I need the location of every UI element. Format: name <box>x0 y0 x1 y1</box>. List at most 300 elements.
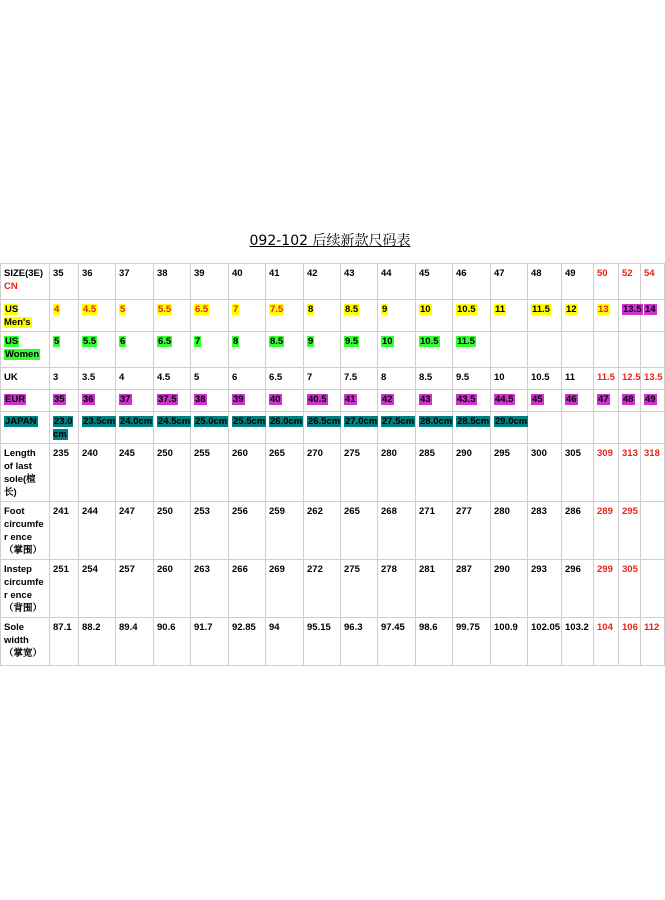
size-value: 259 <box>269 506 285 517</box>
size-value-cell <box>453 300 491 332</box>
size-value-cell <box>79 444 116 502</box>
size-value-cell <box>304 332 341 368</box>
size-value: 9.5 <box>345 336 359 347</box>
size-value-cell <box>453 332 491 368</box>
size-value: 250 <box>157 448 173 459</box>
size-value: 295 <box>494 448 510 459</box>
size-value-cell <box>378 300 416 332</box>
size-value-cell <box>619 368 641 390</box>
size-value: 87.1 <box>53 622 72 633</box>
size-value: 38 <box>157 268 168 279</box>
size-value-cell <box>154 444 191 502</box>
size-value: 278 <box>381 564 397 575</box>
size-value-cell <box>491 332 528 368</box>
size-value: 44 <box>381 268 392 279</box>
size-value: 6.5 <box>195 304 209 315</box>
size-value-cell <box>416 444 453 502</box>
size-value: 305 <box>622 564 638 575</box>
size-value-cell <box>229 300 266 332</box>
size-value: 88.2 <box>82 622 101 633</box>
size-value: 39 <box>233 394 244 405</box>
size-value-cell <box>528 444 562 502</box>
row-header-label: US <box>5 336 19 347</box>
size-value-cell <box>191 618 229 666</box>
size-value-cell <box>453 502 491 560</box>
size-value: 6 <box>232 372 238 383</box>
size-value-cell <box>491 560 528 618</box>
size-value: 7 <box>307 372 313 383</box>
size-value: 25.0cm <box>195 416 228 427</box>
size-value-cell <box>641 502 665 560</box>
size-value: 11.5 <box>532 304 550 315</box>
size-value: 240 <box>82 448 98 459</box>
size-value: 235 <box>53 448 69 459</box>
size-value: 27.0cm <box>345 416 378 427</box>
size-value-cell <box>416 332 453 368</box>
size-value-cell <box>191 264 229 300</box>
row-header-label: US Men's <box>4 304 31 328</box>
size-value-cell <box>562 412 594 444</box>
size-value-cell <box>619 332 641 368</box>
size-value: 47 <box>494 268 505 279</box>
size-value: 99.75 <box>456 622 480 633</box>
size-value: 40.5 <box>308 394 327 405</box>
size-value-cell <box>50 618 79 666</box>
size-value-cell <box>528 332 562 368</box>
size-value-cell <box>491 264 528 300</box>
size-value: 4 <box>119 372 125 383</box>
size-value: 281 <box>419 564 435 575</box>
size-value: 36 <box>82 268 93 279</box>
size-value-cell <box>304 264 341 300</box>
size-value: 45 <box>532 394 543 405</box>
size-value-cell <box>154 368 191 390</box>
size-value: 290 <box>494 564 510 575</box>
row-header-label: CN <box>4 281 18 292</box>
size-value-cell <box>416 300 453 332</box>
size-value: 251 <box>53 564 69 575</box>
size-value-cell <box>304 444 341 502</box>
size-value-cell <box>79 412 116 444</box>
size-value: 38 <box>195 394 206 405</box>
size-value: 4 <box>54 304 60 315</box>
size-value-cell <box>594 412 619 444</box>
size-value: 275 <box>344 448 360 459</box>
size-value-cell <box>116 300 154 332</box>
size-value-cell <box>50 390 79 412</box>
size-value: 23.0 cm <box>53 416 73 440</box>
size-value-cell <box>79 300 116 332</box>
size-value: 13.5 <box>644 372 663 383</box>
last-length-row <box>1 444 665 502</box>
size-value: 3 <box>53 372 59 383</box>
size-value-cell <box>619 300 641 332</box>
us-women-row <box>1 332 665 368</box>
size-value-cell <box>191 332 229 368</box>
size-value: 10 <box>382 336 393 347</box>
size-value-cell <box>641 332 665 368</box>
size-value-cell <box>453 560 491 618</box>
size-value-cell <box>378 368 416 390</box>
size-value: 41 <box>269 268 280 279</box>
size-value-cell <box>341 412 378 444</box>
size-value-cell <box>619 444 641 502</box>
size-value-cell <box>266 264 304 300</box>
size-value: 13 <box>598 304 609 315</box>
size-value-cell <box>191 502 229 560</box>
size-value-cell <box>191 444 229 502</box>
size-value: 253 <box>194 506 210 517</box>
us-men-row <box>1 300 665 332</box>
size-value: 280 <box>494 506 510 517</box>
size-value-cell <box>304 368 341 390</box>
size-value: 9.5 <box>456 372 470 383</box>
size-value: 90.6 <box>157 622 176 633</box>
size-value-cell <box>79 502 116 560</box>
size-value: 37.5 <box>158 394 177 405</box>
size-value: 277 <box>456 506 472 517</box>
size-value: 3.5 <box>82 372 96 383</box>
size-value: 94 <box>269 622 280 633</box>
size-value: 257 <box>119 564 135 575</box>
size-value-cell <box>453 264 491 300</box>
size-value-cell <box>491 502 528 560</box>
size-value-cell <box>116 412 154 444</box>
size-value-cell <box>619 412 641 444</box>
size-value: 42 <box>307 268 318 279</box>
row-header-cell <box>1 332 50 368</box>
size-value-cell <box>154 264 191 300</box>
size-value-cell <box>378 444 416 502</box>
size-value-cell <box>79 332 116 368</box>
size-value: 10.5 <box>420 336 439 347</box>
size-value-cell <box>416 412 453 444</box>
size-value-cell <box>641 444 665 502</box>
size-value: 37 <box>120 394 131 405</box>
size-value: 299 <box>597 564 613 575</box>
size-value-cell <box>79 368 116 390</box>
size-value-cell <box>79 618 116 666</box>
size-value: 11.5 <box>597 372 615 383</box>
size-value: 112 <box>644 622 660 633</box>
row-header-cell <box>1 444 50 502</box>
size-value-cell <box>562 444 594 502</box>
size-value-cell <box>491 618 528 666</box>
size-value-cell <box>191 560 229 618</box>
size-value-cell <box>154 502 191 560</box>
size-value: 48 <box>531 268 542 279</box>
size-value-cell <box>229 390 266 412</box>
size-value: 241 <box>53 506 69 517</box>
size-value: 7 <box>233 304 239 315</box>
size-value-cell <box>154 390 191 412</box>
size-value-cell <box>619 618 641 666</box>
size-value: 5.5 <box>158 304 172 315</box>
size-value-cell <box>266 412 304 444</box>
size-value-cell <box>378 264 416 300</box>
size-value-cell <box>116 618 154 666</box>
size-value-cell <box>50 368 79 390</box>
size-value: 52 <box>622 268 633 279</box>
size-value-cell <box>491 412 528 444</box>
size-value-cell <box>528 390 562 412</box>
size-value: 275 <box>344 564 360 575</box>
size-value-cell <box>50 300 79 332</box>
size-value-cell <box>266 618 304 666</box>
size-value: 10 <box>494 372 505 383</box>
size-value-cell <box>562 390 594 412</box>
row-header-cell <box>1 390 50 412</box>
size-value: 5 <box>120 304 126 315</box>
size-value: 23.5cm <box>83 416 116 427</box>
size-value: 44.5 <box>495 394 514 405</box>
size-value: 8.5 <box>270 336 284 347</box>
size-value: 6 <box>120 336 126 347</box>
size-value-cell <box>641 390 665 412</box>
size-value: 293 <box>531 564 547 575</box>
size-value: 8 <box>233 336 239 347</box>
size-value-cell <box>619 560 641 618</box>
size-value-cell <box>116 502 154 560</box>
size-value-cell <box>154 618 191 666</box>
size-value: 256 <box>232 506 248 517</box>
size-value-cell <box>562 332 594 368</box>
size-value-cell <box>266 332 304 368</box>
size-value: 265 <box>344 506 360 517</box>
size-value-cell <box>266 502 304 560</box>
row-header-label: SIZE(3E) <box>4 268 44 279</box>
size-value: 309 <box>597 448 613 459</box>
size-value: 11.5 <box>457 336 475 347</box>
size-value-cell <box>562 560 594 618</box>
size-value: 24.5cm <box>158 416 191 427</box>
size-value-cell <box>378 560 416 618</box>
size-value-cell <box>116 560 154 618</box>
size-value-cell <box>266 390 304 412</box>
size-value-cell <box>79 560 116 618</box>
size-value-cell <box>416 618 453 666</box>
size-value: 5 <box>194 372 200 383</box>
size-value-cell <box>341 264 378 300</box>
row-header-label: Sole width （掌宽） <box>4 622 43 659</box>
size-value: 6.5 <box>158 336 172 347</box>
size-value-cell <box>79 264 116 300</box>
size-value: 36 <box>83 394 94 405</box>
size-value: 4.5 <box>157 372 171 383</box>
size-value-cell <box>378 412 416 444</box>
size-value: 254 <box>82 564 98 575</box>
size-value: 92.85 <box>232 622 256 633</box>
size-value-cell <box>378 390 416 412</box>
size-value-cell <box>453 444 491 502</box>
size-value: 49 <box>645 394 656 405</box>
size-value: 296 <box>565 564 581 575</box>
size-value: 37 <box>119 268 130 279</box>
size-value: 97.45 <box>381 622 405 633</box>
size-value: 10.5 <box>457 304 476 315</box>
size-value-cell <box>416 390 453 412</box>
size-value-cell <box>191 390 229 412</box>
size-value: 29.0cm <box>495 416 528 427</box>
size-value-cell <box>79 390 116 412</box>
size-value-cell <box>641 618 665 666</box>
size-cn-row <box>1 264 665 300</box>
size-value-cell <box>562 502 594 560</box>
size-value-cell <box>154 560 191 618</box>
size-value-cell <box>304 300 341 332</box>
size-value: 8 <box>308 304 314 315</box>
size-value: 283 <box>531 506 547 517</box>
size-value-cell <box>229 412 266 444</box>
size-value-cell <box>50 412 79 444</box>
size-value-cell <box>50 560 79 618</box>
size-value-cell <box>266 300 304 332</box>
size-value-cell <box>191 412 229 444</box>
row-header-label: UK <box>4 372 18 383</box>
size-value: 245 <box>119 448 135 459</box>
size-value: 41 <box>345 394 356 405</box>
size-value-cell <box>453 412 491 444</box>
size-value: 104 <box>597 622 613 633</box>
size-value-cell <box>641 560 665 618</box>
size-value: 286 <box>565 506 581 517</box>
size-value: 10.5 <box>531 372 550 383</box>
size-value: 25.5cm <box>233 416 266 427</box>
row-header-label: Length of last sole(楦长) <box>4 448 36 498</box>
size-value: 5.5 <box>83 336 97 347</box>
size-value: 7.5 <box>270 304 284 315</box>
size-value-cell <box>619 264 641 300</box>
size-value-cell <box>266 560 304 618</box>
size-value-cell <box>641 368 665 390</box>
size-value-cell <box>341 560 378 618</box>
size-value-cell <box>266 444 304 502</box>
size-value: 12 <box>566 304 577 315</box>
size-value: 96.3 <box>344 622 363 633</box>
size-value-cell <box>416 560 453 618</box>
row-header-label: Women <box>5 349 40 360</box>
size-value: 42 <box>382 394 393 405</box>
row-header-label: Instep circumfer ence （背围） <box>4 564 44 614</box>
size-value-cell <box>154 332 191 368</box>
size-value-cell <box>229 560 266 618</box>
size-value: 290 <box>456 448 472 459</box>
size-value: 28.0cm <box>420 416 453 427</box>
size-value: 11 <box>565 372 576 383</box>
size-value-cell <box>341 618 378 666</box>
size-value: 285 <box>419 448 435 459</box>
size-value-cell <box>641 412 665 444</box>
size-value: 289 <box>597 506 613 517</box>
foot-circumference-row <box>1 502 665 560</box>
size-value: 8.5 <box>419 372 433 383</box>
size-value-cell <box>229 332 266 368</box>
size-value-cell <box>594 618 619 666</box>
size-value: 262 <box>307 506 323 517</box>
size-value-cell <box>416 368 453 390</box>
size-value-cell <box>50 264 79 300</box>
size-value: 26.0cm <box>270 416 303 427</box>
size-value: 9 <box>382 304 388 315</box>
size-value-cell <box>341 368 378 390</box>
uk-row <box>1 368 665 390</box>
size-value: 280 <box>381 448 397 459</box>
size-value-cell <box>491 368 528 390</box>
size-value: 268 <box>381 506 397 517</box>
size-value: 260 <box>232 448 248 459</box>
size-value-cell <box>116 264 154 300</box>
row-header-cell <box>1 264 50 300</box>
size-value: 39 <box>194 268 205 279</box>
size-value-cell <box>266 368 304 390</box>
size-value-cell <box>304 502 341 560</box>
size-value: 244 <box>82 506 98 517</box>
size-value: 250 <box>157 506 173 517</box>
row-header-cell <box>1 618 50 666</box>
size-value-cell <box>594 264 619 300</box>
size-value: 45 <box>419 268 430 279</box>
size-value-cell <box>50 502 79 560</box>
size-value: 11 <box>495 304 506 315</box>
size-value: 89.4 <box>119 622 138 633</box>
size-value: 106 <box>622 622 638 633</box>
size-value: 313 <box>622 448 638 459</box>
size-value-cell <box>528 300 562 332</box>
size-value: 8 <box>381 372 387 383</box>
size-value-cell <box>341 502 378 560</box>
size-value: 46 <box>456 268 467 279</box>
size-value: 35 <box>53 268 64 279</box>
size-value-cell <box>641 300 665 332</box>
size-value: 43 <box>344 268 355 279</box>
row-header-label: Foot circumfer ence （掌围） <box>4 506 44 556</box>
size-value-cell <box>562 618 594 666</box>
size-value-cell <box>619 502 641 560</box>
size-value: 47 <box>598 394 609 405</box>
size-value: 255 <box>194 448 210 459</box>
size-value-cell <box>229 444 266 502</box>
size-value-cell <box>594 368 619 390</box>
row-header-cell <box>1 368 50 390</box>
eur-row <box>1 390 665 412</box>
size-value: 46 <box>566 394 577 405</box>
size-value: 95.15 <box>307 622 331 633</box>
size-value: 269 <box>269 564 285 575</box>
size-value: 263 <box>194 564 210 575</box>
size-value-cell <box>528 368 562 390</box>
size-value-cell <box>594 560 619 618</box>
size-value: 48 <box>623 394 634 405</box>
size-value-cell <box>116 444 154 502</box>
size-value: 24.0cm <box>120 416 153 427</box>
size-value-cell <box>594 332 619 368</box>
size-value: 40 <box>232 268 243 279</box>
size-value-cell <box>378 332 416 368</box>
size-value-cell <box>191 300 229 332</box>
size-value: 98.6 <box>419 622 438 633</box>
size-value-cell <box>304 560 341 618</box>
japan-row <box>1 412 665 444</box>
size-value: 265 <box>269 448 285 459</box>
size-value-cell <box>229 502 266 560</box>
size-value: 12.5 <box>622 372 641 383</box>
size-value-cell <box>416 502 453 560</box>
size-value: 35 <box>54 394 65 405</box>
size-value-cell <box>378 502 416 560</box>
size-chart-body <box>1 264 665 666</box>
size-value-cell <box>594 444 619 502</box>
size-value: 270 <box>307 448 323 459</box>
